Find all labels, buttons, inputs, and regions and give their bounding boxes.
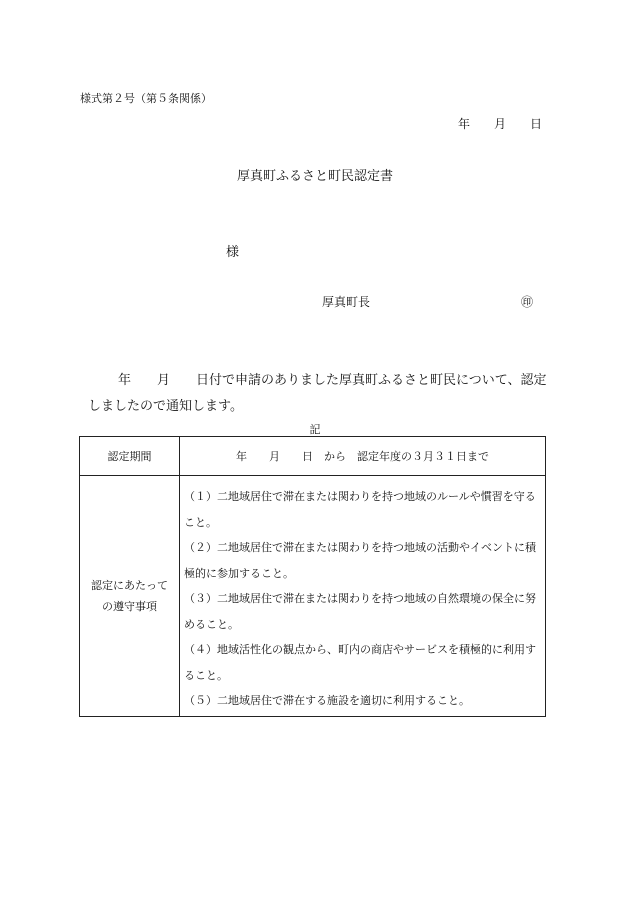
notice-body: 年 月 日付で申請のありました厚真町ふるさと町民について、認定しましたので通知します。 bbox=[88, 373, 547, 414]
period-value: 年 月 日 から 認定年度の３月３１日まで bbox=[180, 437, 546, 476]
document-title: 厚真町ふるさと町民認定書 bbox=[236, 169, 393, 184]
form-number: 様式第２号（第５条関係） bbox=[80, 92, 212, 105]
issuer-name: 厚真町長 bbox=[322, 295, 371, 309]
rule-item: （５）二地域居住で滞在する施設を適切に利用すること。 bbox=[184, 694, 470, 707]
rules-label-text: 認定にあたっての遵守事項 bbox=[91, 578, 168, 613]
rule-item: （２）二地域居住で滞在または関わりを持つ地域の活動やイベントに積極的に参加すること。 bbox=[184, 541, 536, 580]
rule-item: （１）二地域居住で滞在または関わりを持つ地域のルールや慣習を守ること。 bbox=[184, 490, 536, 529]
rules-list bbox=[180, 476, 546, 717]
rules-label bbox=[80, 476, 180, 717]
rule-item: （３）二地域居住で滞在または関わりを持つ地域の自然環境の保全に努めること。 bbox=[184, 592, 536, 631]
ki-heading: 記 bbox=[309, 423, 321, 436]
date-line: 年 月 日 bbox=[458, 117, 543, 131]
table-row bbox=[80, 476, 546, 717]
addressee-suffix: 様 bbox=[226, 245, 240, 260]
seal-mark: ㊞ bbox=[521, 295, 534, 309]
rule-item: （４）地域活性化の観点から、町内の商店やサービスを積極的に利用すること。 bbox=[184, 643, 536, 682]
table-row bbox=[80, 437, 546, 476]
period-label: 認定期間 bbox=[80, 437, 180, 476]
certification-table bbox=[79, 436, 546, 717]
